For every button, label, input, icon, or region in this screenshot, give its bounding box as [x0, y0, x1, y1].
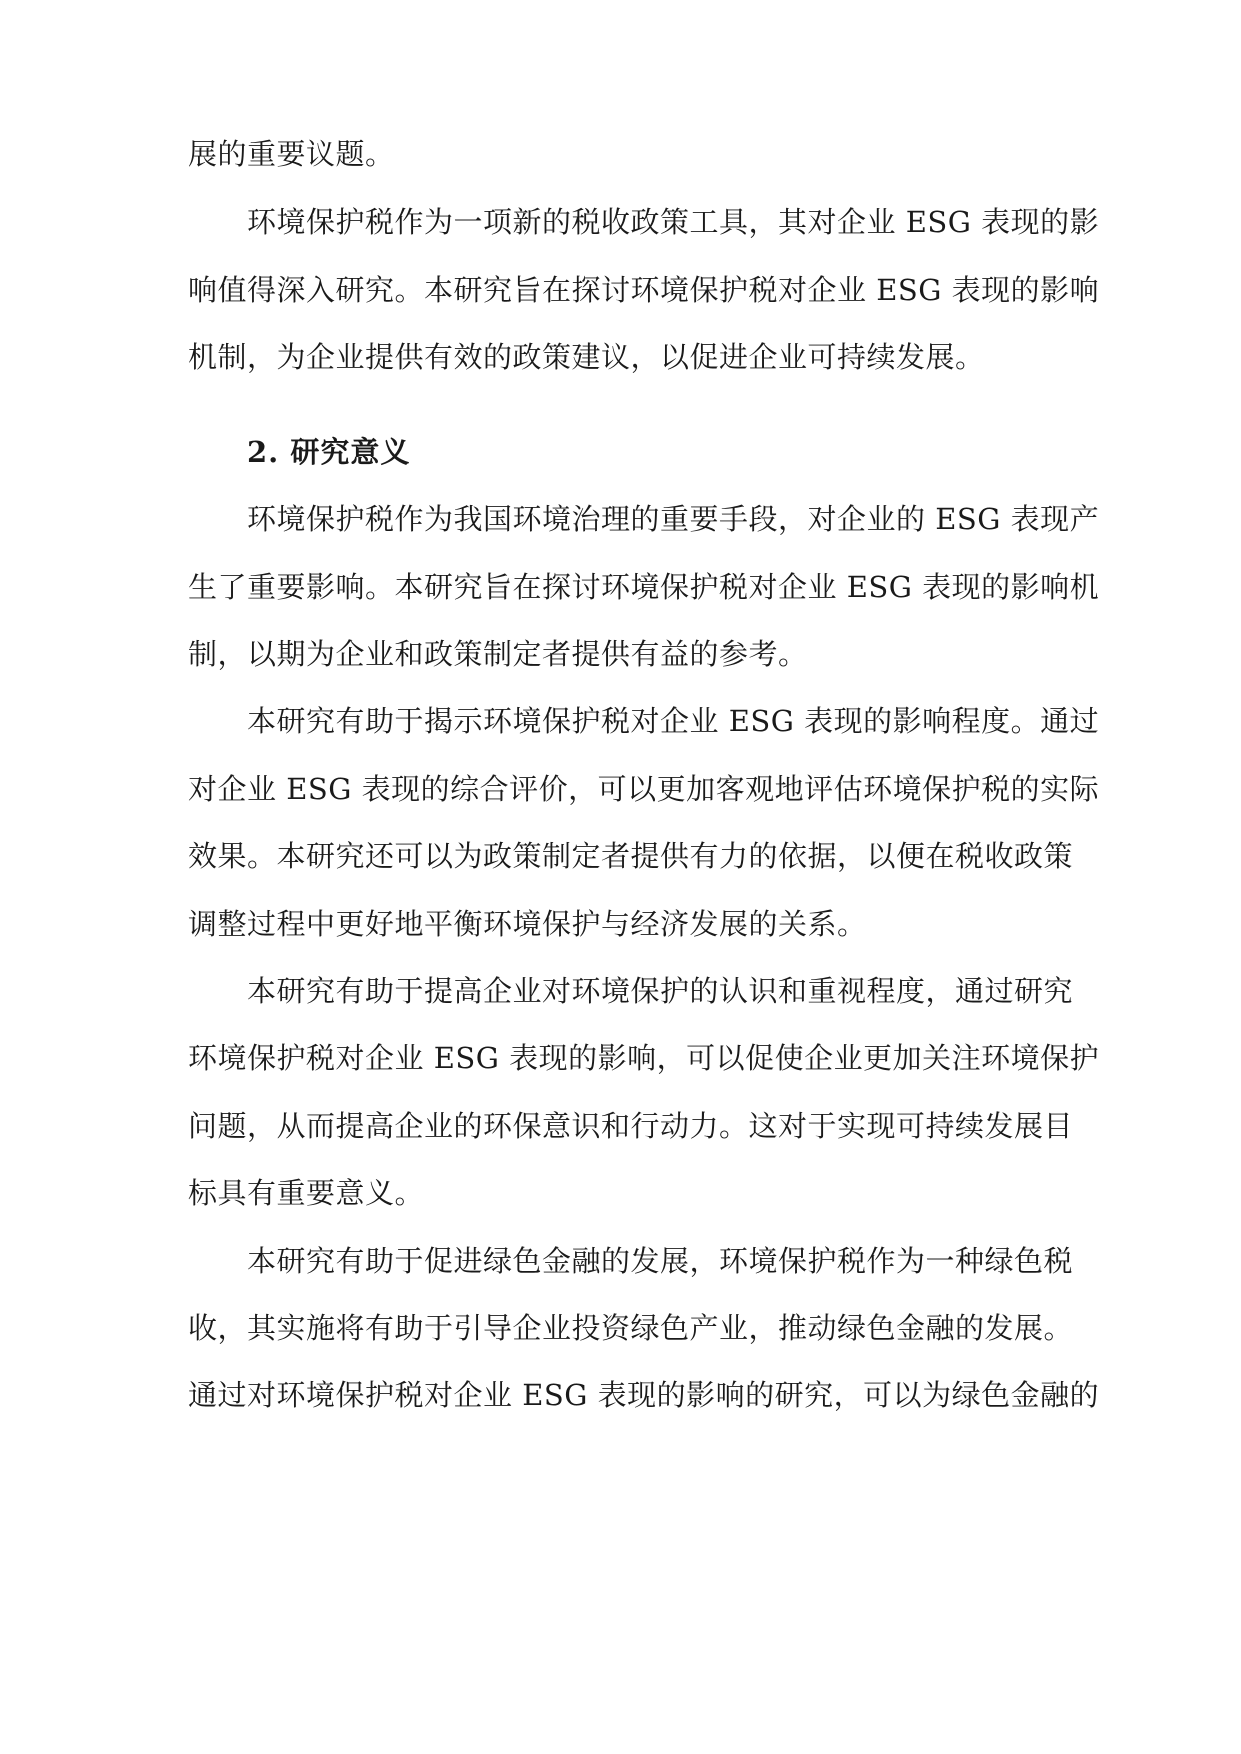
text-line: 机制，为企业提供有效的政策建议，以促进企业可持续发展。: [188, 340, 985, 374]
text-line: 响值得深入研究。本研究旨在探讨环境保护税对企业 ESG 表现的影响: [188, 273, 1100, 307]
text-line: 制，以期为企业和政策制定者提供有益的参考。: [188, 637, 808, 671]
text-line: 对企业 ESG 表现的综合评价，可以更加客观地评估环境保护税的实际: [188, 772, 1100, 806]
text-line: 效果。本研究还可以为政策制定者提供有力的依据，以便在税收政策: [188, 839, 1074, 873]
paragraph-first-line: 本研究有助于揭示环境保护税对企业 ESG 表现的影响程度。通过: [247, 704, 1100, 738]
paragraph-first-line: 环境保护税作为我国环境治理的重要手段，对企业的 ESG 表现产: [247, 502, 1100, 536]
text-line: 调整过程中更好地平衡环境保护与经济发展的关系。: [188, 907, 867, 941]
text-line: 生了重要影响。本研究旨在探讨环境保护税对企业 ESG 表现的影响机: [188, 570, 1100, 604]
text-line: 问题，从而提高企业的环保意识和行动力。这对于实现可持续发展目: [188, 1109, 1074, 1143]
text-line: 收，其实施将有助于引导企业投资绿色产业，推动绿色金融的发展。: [188, 1311, 1074, 1345]
section-heading: 2. 研究意义: [247, 435, 411, 469]
text-line: 通过对环境保护税对企业 ESG 表现的影响的研究，可以为绿色金融的: [188, 1378, 1100, 1412]
paragraph-first-line: 本研究有助于促进绿色金融的发展，环境保护税作为一种绿色税: [247, 1244, 1074, 1278]
paragraph-first-line: 环境保护税作为一项新的税收政策工具，其对企业 ESG 表现的影: [247, 205, 1100, 239]
text-line: 标具有重要意义。: [188, 1176, 425, 1210]
paragraph-first-line: 本研究有助于提高企业对环境保护的认识和重视程度，通过研究: [247, 974, 1074, 1008]
text-line: 展的重要议题。: [188, 137, 395, 171]
text-line: 环境保护税对企业 ESG 表现的影响，可以促使企业更加关注环境保护: [188, 1041, 1100, 1075]
